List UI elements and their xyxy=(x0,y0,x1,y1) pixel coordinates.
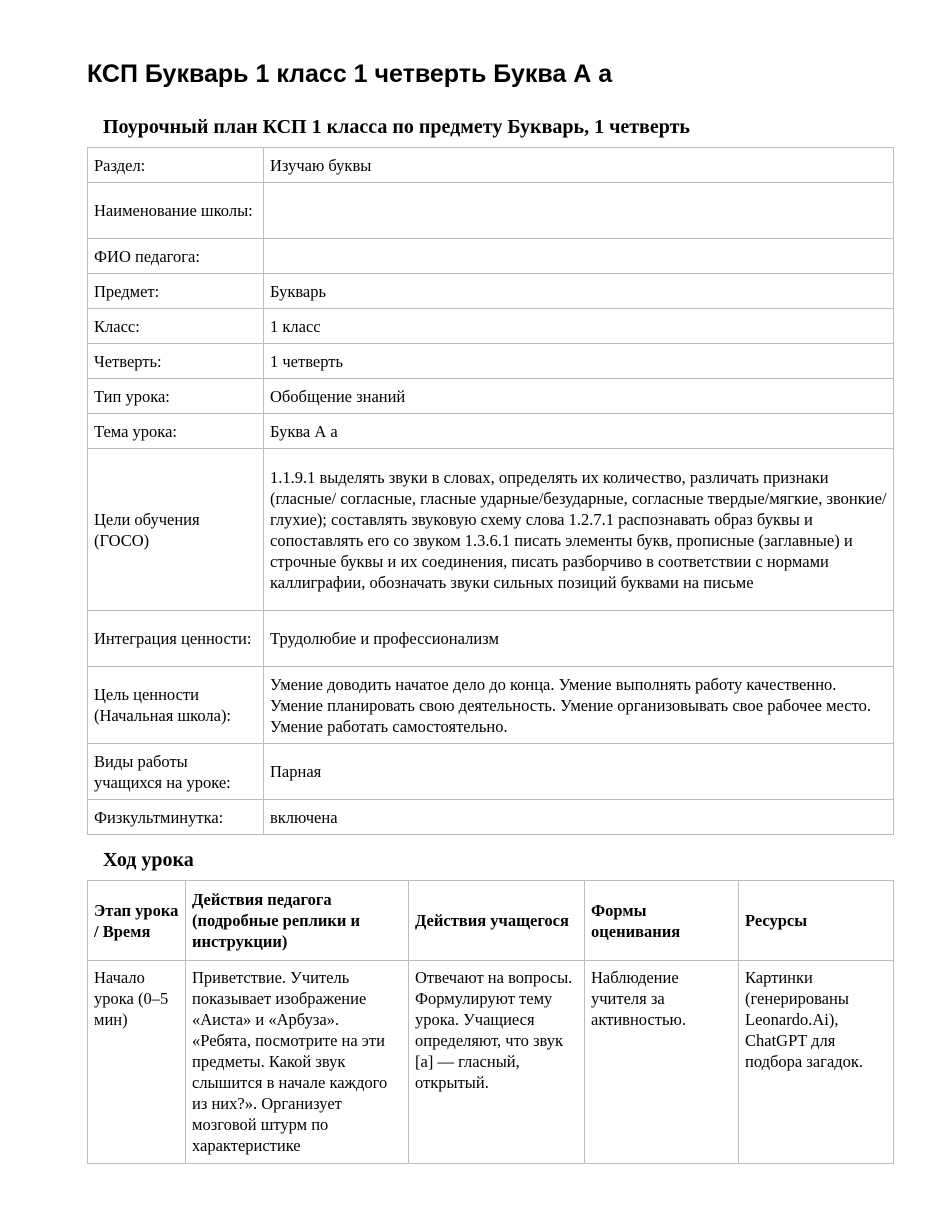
table-row xyxy=(88,344,894,379)
info-label: Физкультминутка: xyxy=(88,800,264,835)
info-value: включена xyxy=(264,800,894,835)
table-row xyxy=(88,148,894,183)
column-header-resources: Ресурсы xyxy=(739,881,894,961)
table-row xyxy=(88,667,894,744)
table-row xyxy=(88,449,894,611)
plan-heading: Поурочный план КСП 1 класса по предмету Букварь, 1 четверть xyxy=(103,116,690,138)
info-label: Тип урока: xyxy=(88,379,264,414)
info-label: Четверть: xyxy=(88,344,264,379)
info-value: Изучаю буквы xyxy=(264,148,894,183)
table-row xyxy=(88,379,894,414)
cell-assessment: Наблюдение учителя за активностью. xyxy=(585,961,739,1164)
table-row xyxy=(88,274,894,309)
info-label: Наименование школы: xyxy=(88,183,264,239)
column-header-assessment: Формы оценивания xyxy=(585,881,739,961)
cell-student-actions: Отвечают на вопросы. Формулируют тему урока. Учащиеся определяют, что звук [а] — гласный, открытый. xyxy=(409,961,585,1164)
cell-resources: Картинки (генерированы Leonardo.Ai), ChatGPT для подбора загадок. xyxy=(739,961,894,1164)
table-row xyxy=(88,309,894,344)
document-title: КСП Букварь 1 класс 1 четверть Буква А а xyxy=(87,60,613,88)
table-row xyxy=(88,800,894,835)
info-label: ФИО педагога: xyxy=(88,239,264,274)
lesson-info-table xyxy=(87,147,894,835)
table-row xyxy=(88,414,894,449)
table-row xyxy=(88,611,894,667)
info-value xyxy=(264,183,894,239)
info-value: Умение доводить начатое дело до конца. Умение выполнять работу качественно. Умение планировать свою деятельность. Умение организовывать свое рабочее место. Умение работать самостоятельно. xyxy=(264,667,894,744)
info-label: Раздел: xyxy=(88,148,264,183)
info-value: 1.1.9.1 выделять звуки в словах, определять их количество, различать признаки (гласные/ согласные, гласные ударные/безударные, согласные твердые/мягкие, звонкие/глухие); составлять звуковую схему слова 1.2.7.1 распознавать образ буквы и сопоставлять его со звуком 1.3.6.1 писать элементы букв, прописные (заглавные) и строчные буквы и их соединения, писать разборчиво в соответствии с нормами каллиграфии, обозначать звуки сильных позиций буквами на письме xyxy=(264,449,894,611)
table-row xyxy=(88,239,894,274)
info-label: Класс: xyxy=(88,309,264,344)
cell-teacher-actions: Приветствие. Учитель показывает изображение «Аиста» и «Арбуза». «Ребята, посмотрите на эти предметы. Какой звук слышится в начале каждого из них?». Организует мозговой штурм по характеристике xyxy=(186,961,409,1164)
column-header-stage: Этап урока / Время xyxy=(88,881,186,961)
info-label: Тема урока: xyxy=(88,414,264,449)
column-header-teacher-actions: Действия педагога (подробные реплики и инструкции) xyxy=(186,881,409,961)
table-header-row xyxy=(88,881,894,961)
info-label: Предмет: xyxy=(88,274,264,309)
cell-stage: Начало урока (0–5 мин) xyxy=(88,961,186,1164)
info-value: 1 четверть xyxy=(264,344,894,379)
column-header-student-actions: Действия учащегося xyxy=(409,881,585,961)
lesson-flow-table xyxy=(87,880,894,1164)
lesson-heading: Ход урока xyxy=(103,849,194,871)
info-label: Виды работы учащихся на уроке: xyxy=(88,744,264,800)
table-row xyxy=(88,961,894,1164)
info-value: Буква А а xyxy=(264,414,894,449)
table-row xyxy=(88,183,894,239)
info-value: 1 класс xyxy=(264,309,894,344)
info-value: Трудолюбие и профессионализм xyxy=(264,611,894,667)
info-label: Цель ценности (Начальная школа): xyxy=(88,667,264,744)
info-value xyxy=(264,239,894,274)
info-value: Букварь xyxy=(264,274,894,309)
info-label: Цели обучения (ГОСО) xyxy=(88,449,264,611)
info-value: Обобщение знаний xyxy=(264,379,894,414)
info-label: Интеграция ценности: xyxy=(88,611,264,667)
table-row xyxy=(88,744,894,800)
info-value: Парная xyxy=(264,744,894,800)
